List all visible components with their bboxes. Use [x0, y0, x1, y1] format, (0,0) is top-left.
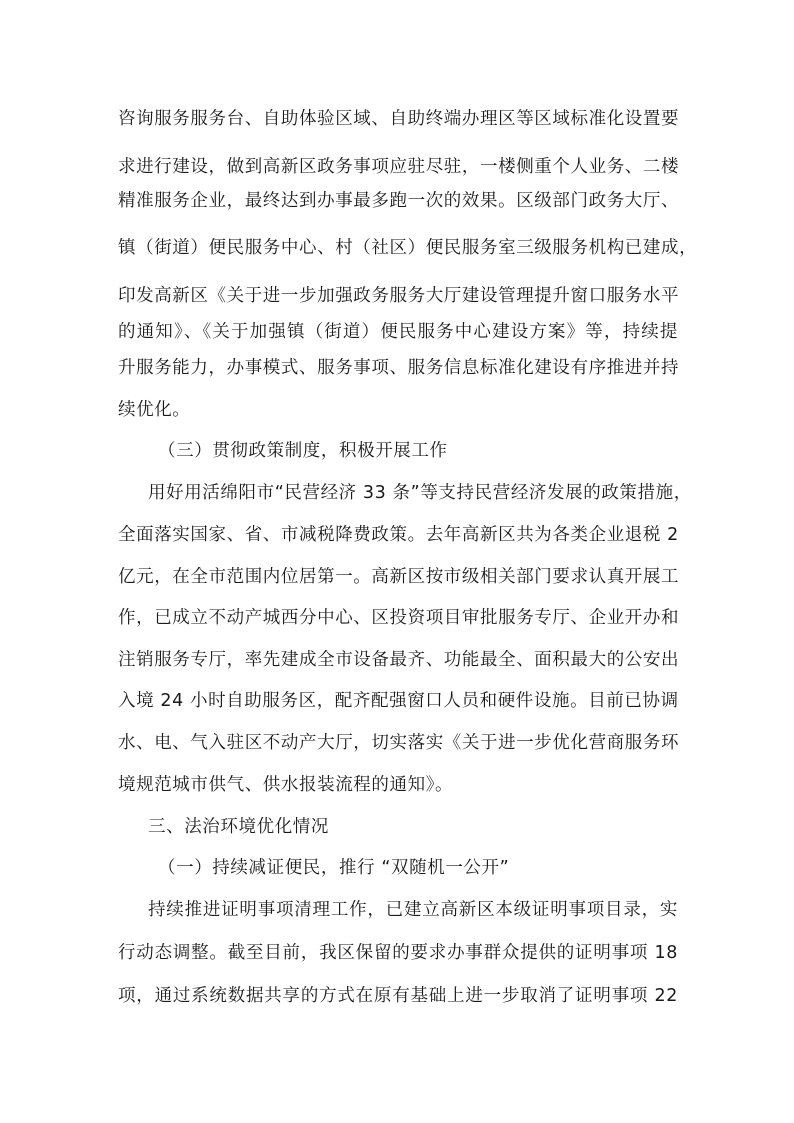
paragraph-line: 印发高新区《关于进一步加强政务服务大厅建设管理提升窗口服务水平: [118, 286, 680, 306]
paragraph-line: 水、电、气入驻区不动产大厅，切实落实《关于进一步优化营商服务环: [118, 733, 680, 753]
paragraph-line: 升服务能力，办事模式、服务事项、服务信息标准化建设有序推进并持: [118, 358, 680, 378]
subsection-heading: （一）持续减证便民，推行 “双随机一公开”: [158, 858, 510, 878]
section-heading: 三、法治环境优化情况: [148, 817, 329, 837]
paragraph-line: 镇（街道）便民服务中心、村（社区）便民服务室三级服务机构已建成，: [118, 238, 698, 258]
paragraph-line: 咨询服务服务台、自助体验区域、自助终端办理区等区域标准化设置要: [118, 109, 680, 129]
paragraph-line: 用好用活绵阳市“民营经济 33 条”等支持民营经济发展的政策措施，: [148, 483, 692, 503]
paragraph-line: 亿元，在全市范围内位居第一。高新区按市级相关部门要求认真开展工: [118, 567, 680, 587]
paragraph-line: 入境 24 小时自助服务区，配齐配强窗口人员和硬件设施。目前已协调: [118, 691, 679, 711]
paragraph-line: 项，通过系统数据共享的方式在原有基础上进一步取消了证明事项 22: [118, 986, 678, 1006]
paragraph-line: 的通知》、《关于加强镇（街道）便民服务中心建设方案》等，持续提: [118, 322, 678, 342]
paragraph-line: 境规范城市供气、供水报装流程的通知》。: [118, 775, 454, 795]
paragraph-line: 续优化。: [118, 400, 191, 420]
paragraph-line: 求进行建设，做到高新区政务事项应驻尽驻，一楼侧重个人业务、二楼: [118, 157, 680, 177]
paragraph-line: 持续推进证明事项清理工作，已建立高新区本级证明事项目录，实: [148, 900, 678, 920]
paragraph-line: 注销服务专厅，率先建成全市设备最齐、功能最全、面积最大的公安出: [118, 650, 680, 670]
section-heading: （三）贯彻政策制度，积极开展工作: [158, 441, 448, 461]
paragraph-line: 全面落实国家、省、市减税降费政策。去年高新区共为各类企业退税 2: [118, 525, 679, 545]
paragraph-line: 行动态调整。截至目前，我区保留的要求办事群众提供的证明事项 18: [118, 943, 678, 963]
paragraph-line: 作，已成立不动产城西分中心、区投资项目审批服务专厅、企业开办和: [118, 608, 680, 628]
paragraph-line: 精准服务企业，最终达到办事最多跑一次的效果。区级部门政务大厅、: [118, 191, 680, 211]
